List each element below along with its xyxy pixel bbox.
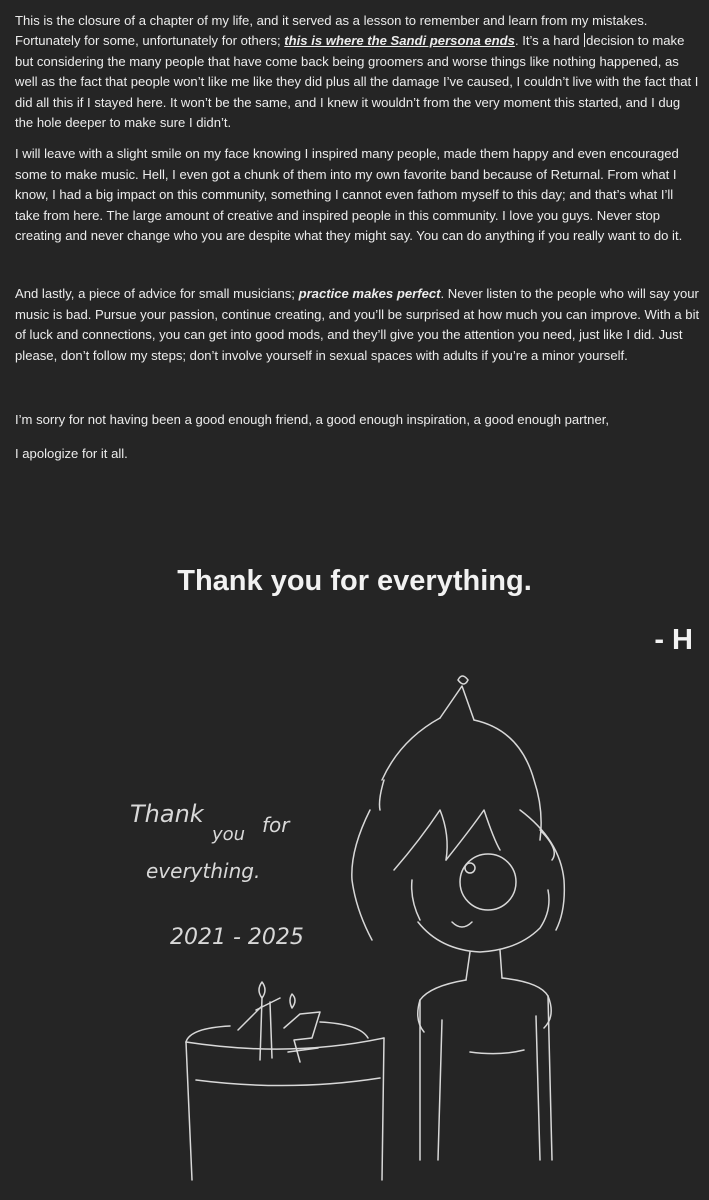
paragraph-apology: I’m sorry for not having been a good enough friend, a good enough inspiration, a good enough partner,	[15, 412, 610, 428]
farewell-drawing	[0, 660, 709, 1200]
letter-body	[15, 11, 701, 464]
closing-thanks: Thank you for everything.	[177, 565, 532, 597]
cake-icon	[186, 982, 384, 1180]
handwritten-years: 2021 - 2025	[170, 925, 304, 950]
emphasis-persona-ends: this is where the Sandi persona ends	[284, 33, 515, 49]
text-cursor	[584, 33, 585, 47]
paragraph-closure	[15, 11, 701, 133]
paragraph-legacy: I will leave with a slight smile on my face knowing I inspired many people, made them happy and even encouraged some to make music. Hell, I even got a chunk of them into my own favorite band because of Returnal. From what I know, I had a big impact on this community, something I cannot even fathom myself to this day; and that’s what I’ll take from here. The large amount of creative and inspired people in this community. I love you guys. Never stop creating and never change who you are despite what they might say. You can do anything if you really want to do it.	[15, 146, 683, 244]
paragraph-text: . It’s a hard	[514, 33, 580, 49]
paragraph-advice	[15, 284, 701, 366]
paragraph-text: . Never listen to the people who will say your music is bad. Pursue your passion, continue creating, and you’ll be surprised at how much you can improve. With a bit of luck and connections, you can get into good mods, and they’ll give you the attention you need, just like I did. Just please, don’t follow my steps; don’t involve yourself in sexual spaces with adults if you’re a minor yourself.	[15, 286, 700, 363]
handwritten-for: for	[262, 813, 290, 837]
signature: - H	[654, 624, 693, 656]
drawing-svg	[0, 660, 709, 1200]
handwritten-thank: Thank	[130, 800, 204, 828]
paragraph-text: This is the closure of a chapter of my life, and it served as a lesson to remember and learn from my mistakes. Fortunately for some, unfortunately for others;	[15, 13, 648, 49]
paragraph-text: And lastly, a piece of advice for small musicians;	[15, 286, 299, 302]
paragraph-text: decision to make but considering the many people that have come back being groomers and worse things like nothing happened, as well as the fact that people won’t like me like they did plus all the damage I’ve caused, I couldn’t live with the fact that I did all this if I stayed here. It won’t be the same, and I knew it wouldn’t from the very moment this started, and I dug the hole deeper to make sure I didn’t.	[15, 33, 699, 131]
paragraph-apologize: I apologize for it all.	[15, 445, 128, 461]
handwritten-you: you	[212, 824, 246, 845]
handwritten-everything: everything.	[146, 859, 261, 883]
emphasis-practice: practice makes perfect	[298, 286, 441, 302]
